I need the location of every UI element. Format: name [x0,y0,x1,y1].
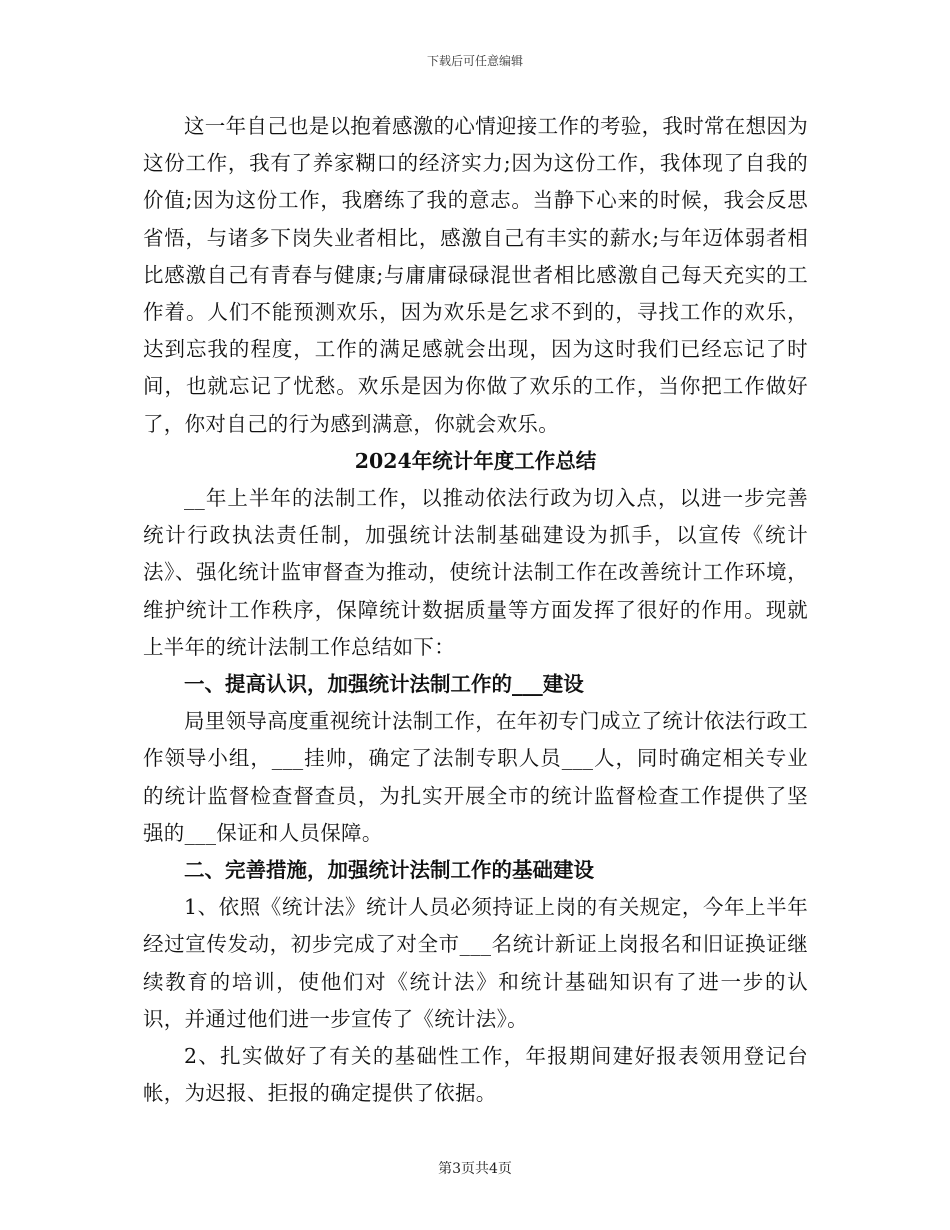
document-title: 2024年统计年度工作总结 [354,448,597,473]
section-heading-2: 二、完善措施，加强统计法制工作的基础建设 [184,858,594,883]
page-footer: 第3页共4页 [438,1161,512,1177]
document-body [143,108,808,1112]
section-heading-1: 一、提高认识，加强统计法制工作的___建设 [184,672,584,697]
paragraph-groundwork: 2、扎实做好了有关的基础性工作，年报期间建好报表领用登记台帐，为迟报、拒报的确定提供了依据。 [143,1044,808,1106]
paragraph-intro: __年上半年的法制工作，以推动依法行政为切入点，以进一步完善统计行政执法责任制，加强统计法制基础建设为抓手，以宣传《统计法》、强化统计监审督查为推动，使统计法制工作在改善统计工作环境，维护统计工作秩序，保障统计数据质量等方面发挥了很好的作用。现就上半年的统计法制工作总结如下： [143,486,808,659]
paragraph-training: 1、依照《统计法》统计人员必须持证上岗的有关规定，今年上半年经过宣传发动，初步完成了对全市___名统计新证上岗报名和旧证换证继续教育的培训，使他们对《统计法》和统计基础知识有了进一步的认识，并通过他们进一步宣传了《统计法》。 [143,895,808,1031]
paragraph-gratitude: 这一年自己也是以抱着感激的心情迎接工作的考验，我时常在想因为这份工作，我有了养家糊口的经济实力;因为这份工作，我体现了自我的价值;因为这份工作，我磨练了我的意志。当静下心来的时候，我会反思省悟，与诸多下岗失业者相比，感激自己有丰实的薪水;与年迈体弱者相比感激自己有青春与健康;与庸庸碌碌混世者相比感激自己每天充实的工作着。人们不能预测欢乐，因为欢乐是乞求不到的，寻找工作的欢乐，达到忘我的程度，工作的满足感就会出现，因为这时我们已经忘记了时间，也就忘记了忧愁。欢乐是因为你做了欢乐的工作，当你把工作做好了，你对自己的行为感到满意，你就会欢乐。 [143,114,808,436]
paragraph-leadership: 局里领导高度重视统计法制工作，在年初专门成立了统计依法行政工作领导小组，___挂帅，确定了法制专职人员___人，同时确定相关专业的统计监督检查督查员，为扎实开展全市的统计监督检查工作提供了坚强的___保证和人员保障。 [143,709,808,845]
page-header: 下载后可任意编辑 [426,54,523,68]
